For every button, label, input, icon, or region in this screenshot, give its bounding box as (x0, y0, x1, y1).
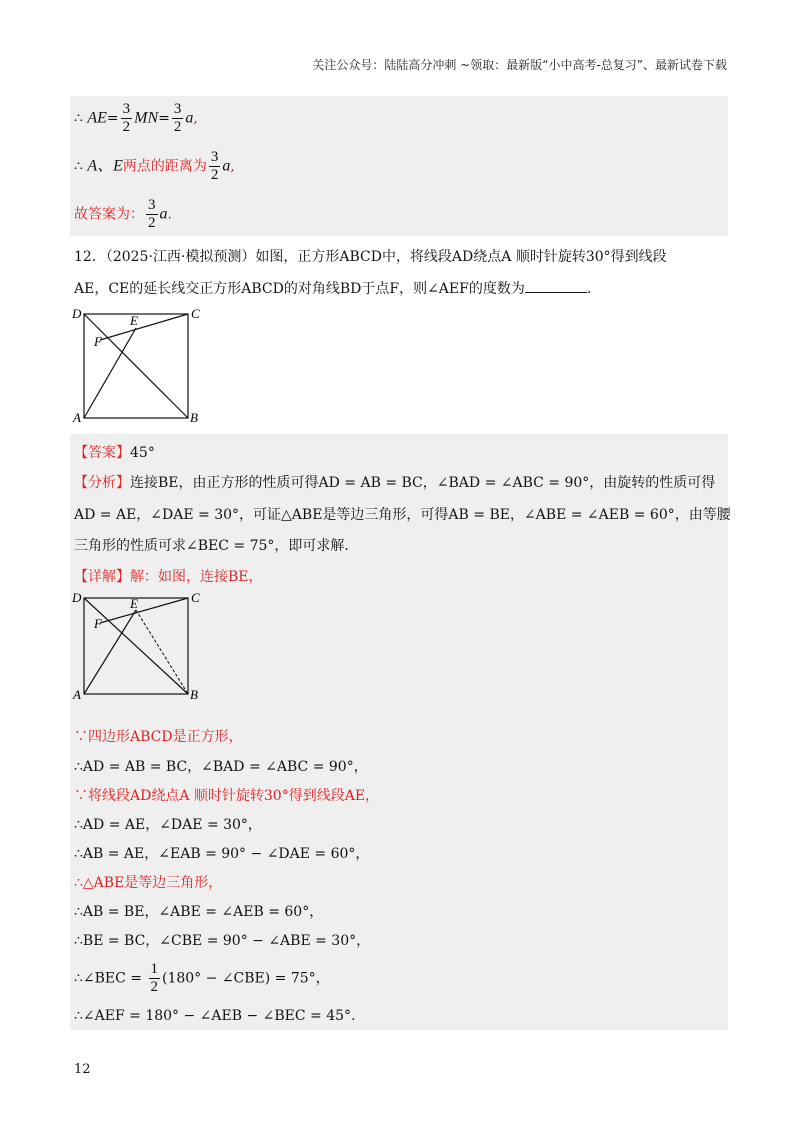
fraction: $\frac{3}{2}$ (122, 101, 131, 135)
label-e: E (130, 596, 138, 611)
step-1: ∵四边形ABCD是正方形， (74, 729, 243, 745)
geometry-figure-1 (70, 306, 210, 424)
step-5: ∴AB = AE，∠EAB = 90° − ∠DAE = 60°， (74, 846, 370, 862)
segment-be-dashed (136, 610, 188, 694)
step-6: ∴△ABE是等边三角形， (74, 875, 223, 891)
analysis-line-1: 【分析】连接BE，由正方形的性质可得AD = AB = BC，∠BAD = ∠ABC = 90°，由旋转的性质可得 (74, 475, 716, 491)
analysis-line-3: 三角形的性质可求∠BEC = 75°，即可求解. (74, 538, 349, 554)
fraction: $\frac{3}{2}$ (148, 197, 156, 231)
fraction: $\frac{3}{2}$ (210, 149, 219, 183)
conclusion-line-2: ∴ A、E两点的距离为 $\frac{3}{2}$ a, (74, 149, 235, 183)
label-e: E (130, 313, 138, 328)
label-a: A (73, 687, 81, 702)
segment-cf (100, 314, 188, 340)
label-a: A (73, 410, 81, 424)
label-d: D (72, 306, 82, 321)
label-b: B (190, 410, 198, 424)
page-header: 关注公众号：陆陆高分冲刺 ~领取：最新版“小中高考-总复习”、最新试卷下载 (312, 58, 727, 72)
label-f: F (94, 334, 102, 349)
step-2: ∴AD = AB = BC，∠BAD = ∠ABC = 90°， (74, 759, 368, 775)
answer-blank (525, 280, 587, 293)
segment-ae (84, 328, 136, 418)
conclusion-line-1: ∴ AE= $\frac{3}{2}$ MN= $\frac{3}{2}$ a, (74, 101, 198, 135)
label-c: C (191, 590, 200, 605)
label-c: C (191, 306, 200, 321)
fraction: $\frac{3}{2}$ (173, 101, 182, 135)
label-f: F (94, 616, 102, 631)
geometry-figure-2 (70, 590, 210, 708)
label-d: D (72, 590, 82, 605)
step-10: ∴∠AEF = 180° − ∠AEB − ∠BEC = 45°. (74, 1008, 356, 1024)
final-answer-line: 故答案为： $\frac{3}{2}$ a. (74, 197, 172, 231)
answer-line: 【答案】45° (74, 445, 155, 461)
analysis-line-2: AD = AE，∠DAE = 30°，可证△ABE是等边三角形，可得AB = BE，∠ABE = ∠AEB = 60°，由等腰 (74, 507, 731, 523)
problem-line-1: 12．（2025·江西·模拟预测）如图，正方形ABCD中，将线段AD绕点A 顺时针旋转30°得到线段 (74, 249, 667, 265)
detail-line: 【详解】解：如图，连接BE， (74, 569, 263, 585)
step-7: ∴AB = BE，∠ABE = ∠AEB = 60°， (74, 904, 324, 920)
fraction: $\frac{1}{2}$ (150, 961, 158, 995)
step-3: ∵将线段AD绕点A 顺时针旋转30°得到线段AE， (74, 788, 380, 804)
step-8: ∴BE = BC，∠CBE = 90° − ∠ABE = 30°， (74, 933, 371, 949)
problem-line-2: AE，CE的延长线交正方形ABCD的对角线BD于点F，则∠AEF的度数为 . (74, 281, 592, 297)
label-b: B (190, 687, 198, 702)
page-number: 12 (74, 1062, 91, 1077)
step-4: ∴AD = AE，∠DAE = 30°， (74, 817, 262, 833)
step-9: ∴∠BEC = $\frac{1}{2}$ (180° − ∠CBE) = 75°， (74, 961, 330, 995)
segment-cf (100, 598, 188, 623)
